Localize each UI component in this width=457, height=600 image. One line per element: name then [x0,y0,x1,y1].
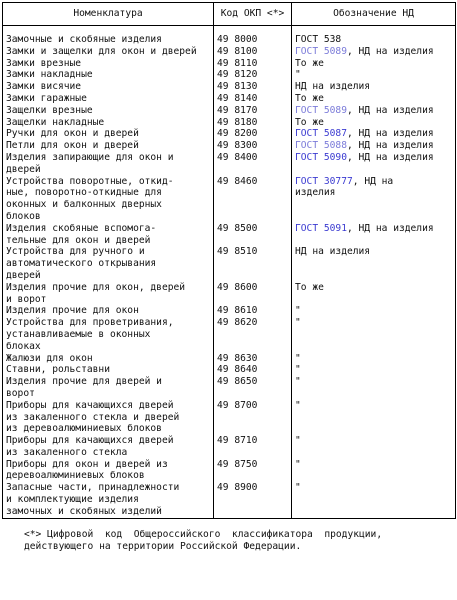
nomenclature-cell: Замочные и скобяные изделия [3,26,214,46]
nd-cell [292,140,456,152]
nd-text: , НД на изделия [346,151,434,163]
nomenclature-table [2,2,456,519]
okp-code-cell: 49 8400 [214,152,292,176]
nomenclature-cell: Приборы для качающихся дверей из закаленного стекла и дверей из деревоалюминиевых блоков [3,400,214,435]
nomenclature-cell: Запасные части, принадлежности и комплектующие изделия замочных и скобяных изделий [3,482,214,518]
nd-text: То же [295,281,324,293]
nd-text: То же [295,116,324,128]
okp-code-cell: 49 8500 [214,223,292,247]
okp-code-cell: 49 8180 [214,117,292,129]
nomenclature-cell: Приборы для окон и дверей из деревоалюминиевых блоков [3,459,214,483]
table-row [3,58,456,70]
nd-text: То же [295,92,324,104]
table-row [3,435,456,459]
okp-code-cell: 49 8700 [214,400,292,435]
nd-text: " [295,399,301,411]
nomenclature-cell: Устройства поворотные, откид- ные, поворотно-откидные для оконных и балконных дверных блоков [3,176,214,223]
nd-cell [292,128,456,140]
gost-link[interactable]: ГОСТ 5090 [295,151,347,163]
table-row [3,305,456,317]
nomenclature-cell: Защелки врезные [3,105,214,117]
table-row [3,46,456,58]
nd-cell [292,26,456,46]
nd-cell [292,400,456,435]
gost-link[interactable]: ГОСТ 5088 [295,140,347,152]
nd-text: " [295,69,301,81]
nd-cell [292,152,456,176]
footnote: <*> Цифровой код Общероссийского классификатора продукции, действующего на территории Российской Федерации. [24,528,383,553]
nomenclature-cell: Изделия запирающие для окон и дверей [3,152,214,176]
nd-cell [292,305,456,317]
nd-cell [292,69,456,81]
nomenclature-cell: Защелки накладные [3,117,214,129]
nd-text: ГОСТ 538 [295,34,342,45]
table-row [3,364,456,376]
okp-code-cell: 49 8100 [214,46,292,58]
nd-cell [292,459,456,483]
nd-text: " [295,305,301,317]
nd-text: , НД на изделия [346,140,434,152]
gost-link[interactable]: ГОСТ 5089 [295,45,347,57]
nomenclature-cell: Приборы для качающихся дверей из закаленного стекла [3,435,214,459]
nd-text: " [295,376,301,388]
okp-code-cell: 49 8130 [214,81,292,93]
nd-text: " [295,352,301,364]
nd-cell [292,93,456,105]
okp-code-cell: 49 8710 [214,435,292,459]
table-row [3,69,456,81]
okp-code-cell: 49 8640 [214,364,292,376]
nd-cell [292,246,456,281]
table-row [3,282,456,306]
nd-cell [292,376,456,400]
table-row [3,223,456,247]
nd-text: То же [295,57,324,69]
okp-code-cell: 49 8900 [214,482,292,518]
nomenclature-cell: Изделия прочие для окон, дверей и ворот [3,282,214,306]
table-row [3,26,456,46]
nomenclature-cell: Жалюзи для окон [3,353,214,365]
nomenclature-cell: Изделия скобяные вспомога- тельные для окон и дверей [3,223,214,247]
nd-cell [292,117,456,129]
okp-code-cell: 49 8610 [214,305,292,317]
nd-text: " [295,482,301,494]
table-row [3,105,456,117]
nd-text: , НД на изделия [295,175,394,199]
nd-text: " [295,317,301,329]
nomenclature-cell: Изделия прочие для окон [3,305,214,317]
table-row [3,81,456,93]
document [2,2,455,554]
okp-code-cell: 49 8460 [214,176,292,223]
okp-code-cell: 49 8120 [214,69,292,81]
okp-code-cell: 49 8110 [214,58,292,70]
nd-cell [292,353,456,365]
table-row [3,400,456,435]
nomenclature-cell: Замки врезные [3,58,214,70]
nd-cell [292,282,456,306]
okp-code-cell: 49 8650 [214,376,292,400]
table-row [3,176,456,223]
okp-code-cell: 49 8000 [214,26,292,46]
header-nd: Обозначение НД [292,3,456,26]
nd-cell [292,105,456,117]
okp-code-cell: 49 8200 [214,128,292,140]
table-row [3,117,456,129]
nd-text: " [295,435,301,447]
nomenclature-cell: Замки накладные [3,69,214,81]
table-row [3,246,456,281]
nd-cell [292,46,456,58]
okp-code-cell: 49 8140 [214,93,292,105]
header-okp-code: Код ОКП <*> [214,3,292,26]
nomenclature-cell: Замки висячие [3,81,214,93]
nomenclature-cell: Ставни, рольставни [3,364,214,376]
nomenclature-cell: Устройства для ручного и автоматического открывания дверей [3,246,214,281]
nd-cell [292,81,456,93]
okp-code-cell: 49 8170 [214,105,292,117]
table-row [3,482,456,518]
nd-text: , НД на изделия [346,222,434,234]
nomenclature-cell: Замки и защелки для окон и дверей [3,46,214,58]
nd-cell [292,223,456,247]
nd-text: , НД на изделия [346,45,434,57]
nd-text: " [295,458,301,470]
nd-cell [292,317,456,352]
nomenclature-cell: Ручки для окон и дверей [3,128,214,140]
gost-link[interactable]: ГОСТ 5087 [295,128,347,140]
okp-code-cell: 49 8600 [214,282,292,306]
nomenclature-cell: Петли для окон и дверей [3,140,214,152]
okp-code-cell: 49 8620 [214,317,292,352]
okp-code-cell: 49 8630 [214,353,292,365]
table-row [3,459,456,483]
nd-cell [292,482,456,518]
table-header-row [3,3,456,26]
gost-link[interactable]: ГОСТ 5091 [295,222,347,234]
header-nomenclature: Номенклатура [3,3,214,26]
nomenclature-cell: Замки гаражные [3,93,214,105]
table-row [3,93,456,105]
gost-link[interactable]: ГОСТ 5089 [295,104,347,116]
nd-text: НД на изделия [295,246,371,258]
table-row [3,140,456,152]
nd-text: НД на изделия [295,81,371,93]
nd-cell [292,364,456,376]
nomenclature-cell: Устройства для проветривания, устанавливаемые в оконных блоках [3,317,214,352]
okp-code-cell: 49 8510 [214,246,292,281]
okp-code-cell: 49 8750 [214,459,292,483]
nd-text: , НД на изделия [346,104,434,116]
nd-cell [292,176,456,223]
table-row [3,128,456,140]
table-row [3,152,456,176]
table-row [3,353,456,365]
nd-text: " [295,364,301,376]
table-row [3,317,456,352]
nd-text: , НД на изделия [346,128,434,140]
nd-cell [292,435,456,459]
nomenclature-cell: Изделия прочие для дверей и ворот [3,376,214,400]
nd-cell [292,58,456,70]
gost-link[interactable]: ГОСТ 30777 [295,175,353,187]
okp-code-cell: 49 8300 [214,140,292,152]
table-row [3,376,456,400]
